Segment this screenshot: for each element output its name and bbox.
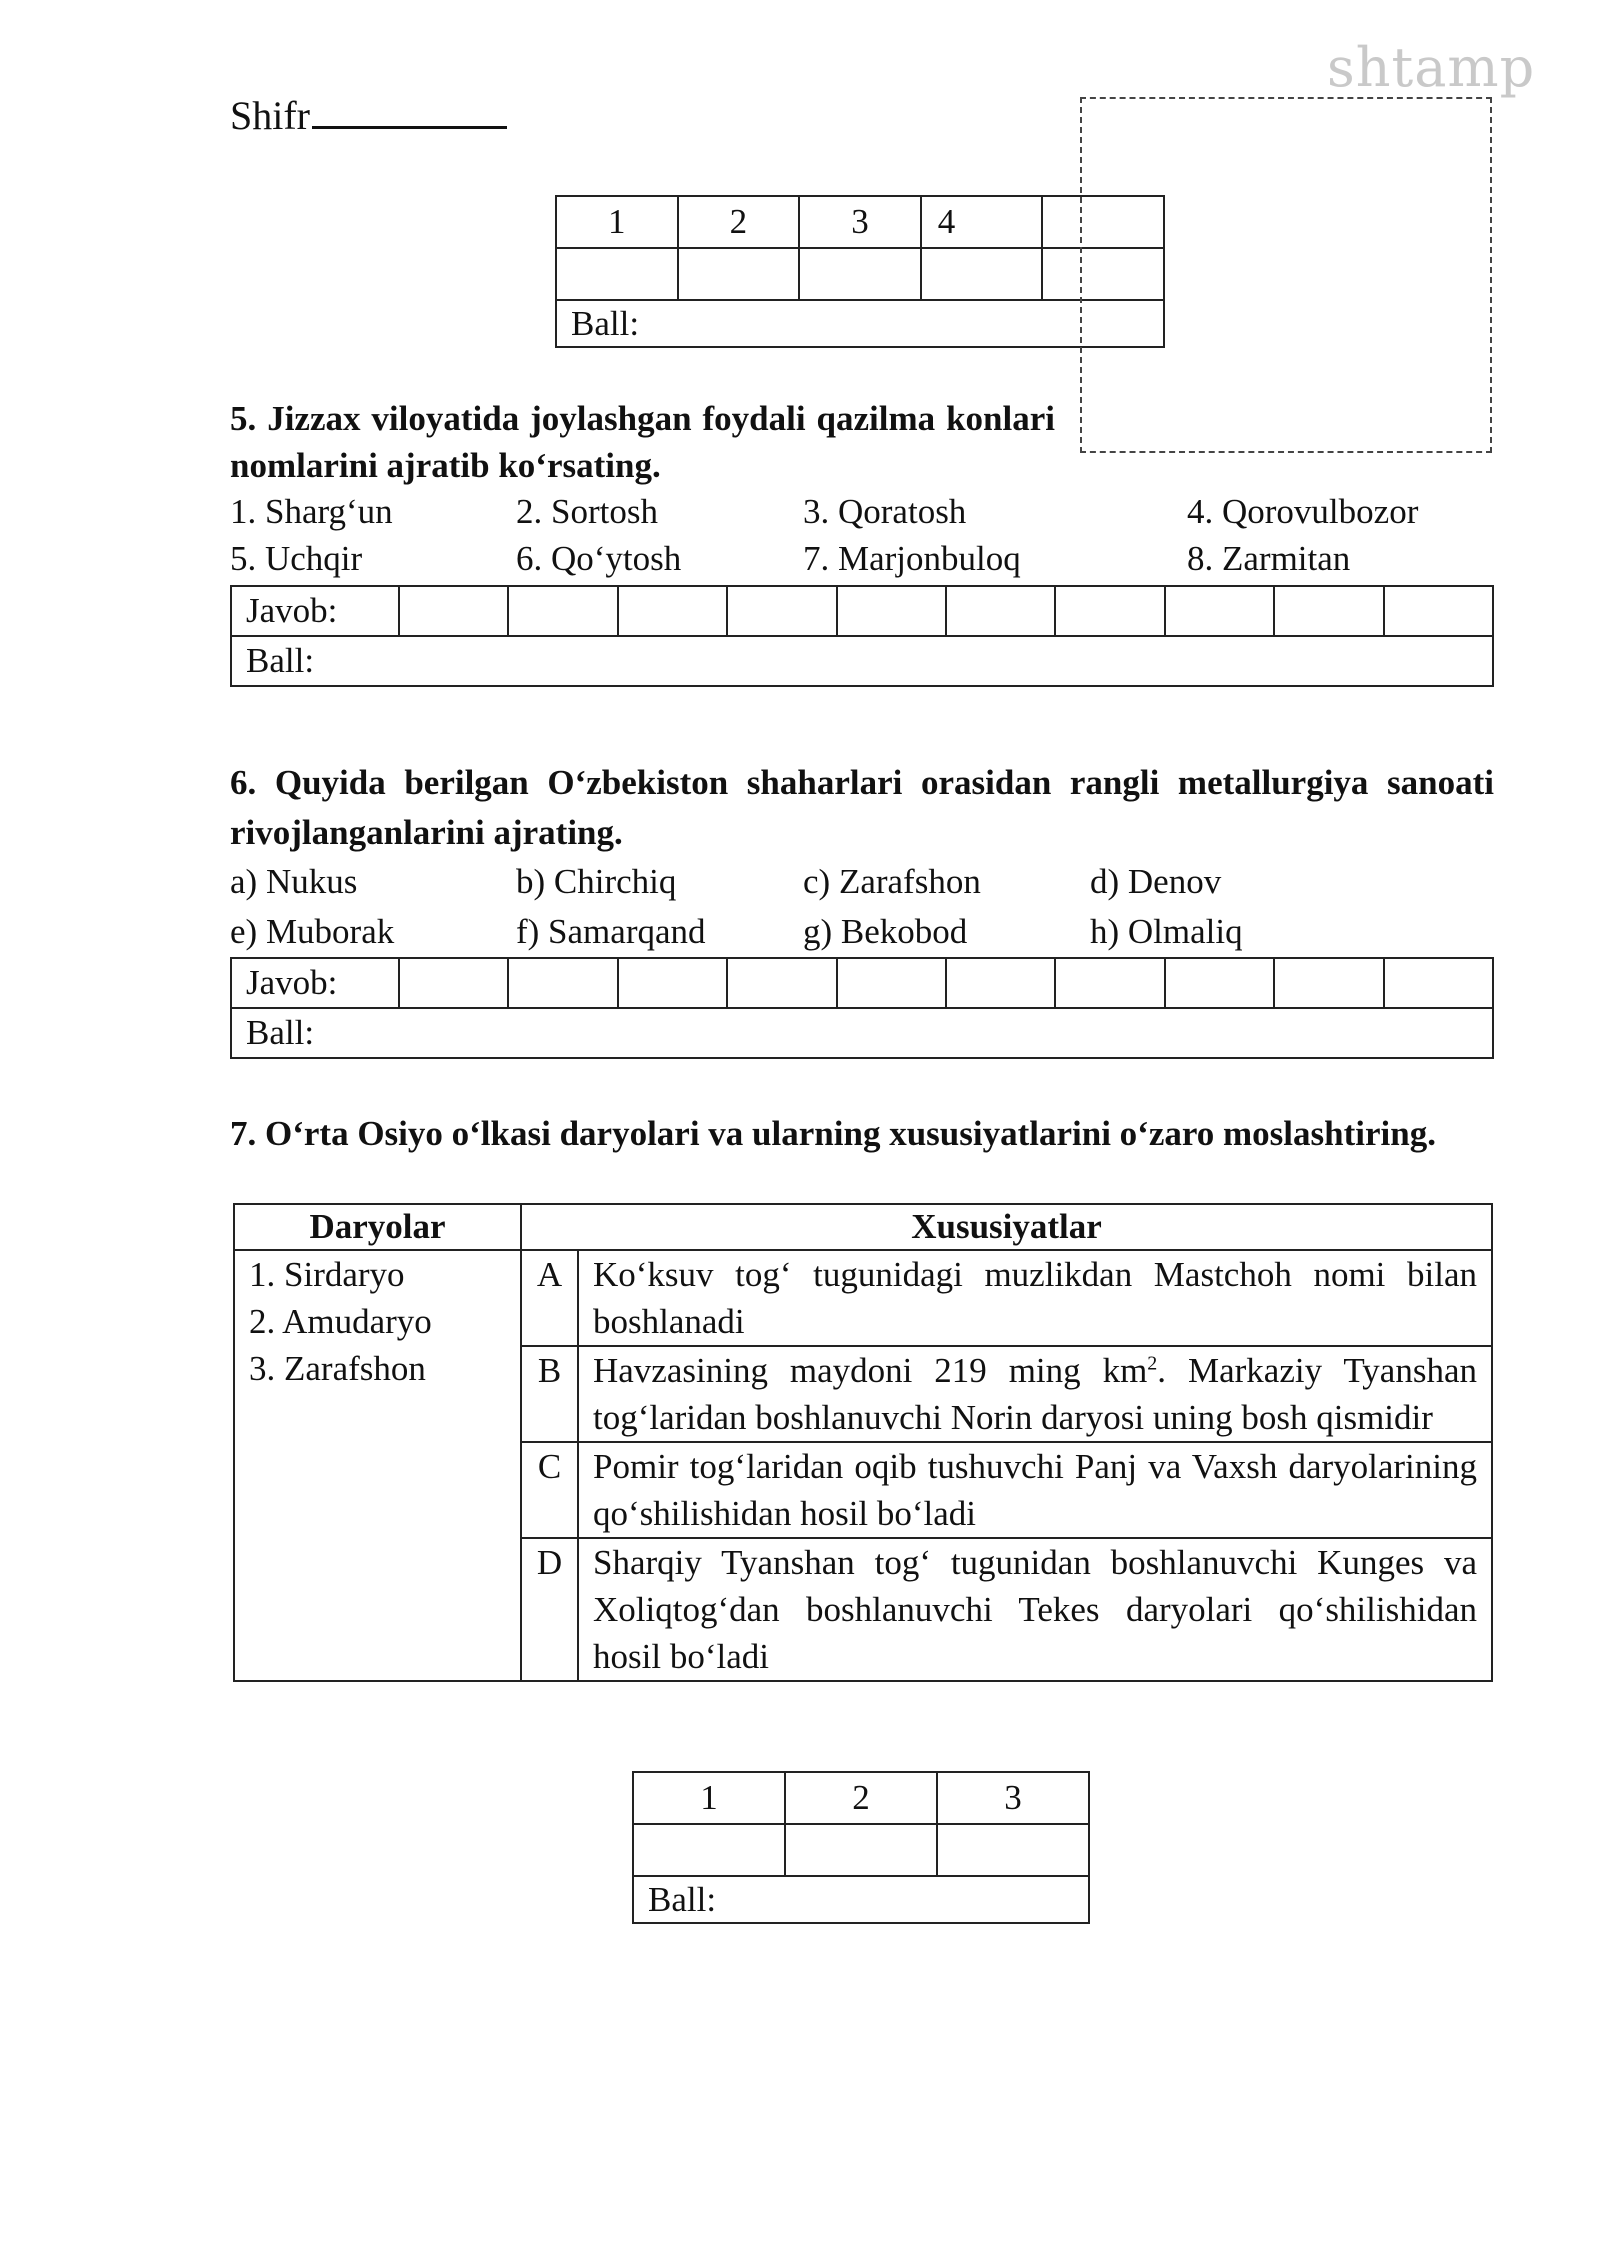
answer-cell[interactable] <box>399 958 508 1008</box>
q5-option: 6. Qo‘ytosh <box>516 539 682 578</box>
answer-cell[interactable] <box>727 958 836 1008</box>
score-cell[interactable] <box>937 1824 1089 1876</box>
watermark: shtamp <box>1327 36 1536 99</box>
answer-cell[interactable] <box>837 958 946 1008</box>
answer-cell[interactable] <box>1055 586 1164 636</box>
score-cell[interactable] <box>633 1824 785 1876</box>
ball-cell[interactable]: Ball: <box>633 1876 1089 1923</box>
q6-option: f) Samarqand <box>516 912 706 951</box>
q5-answer-table <box>230 585 1494 687</box>
q6-option: a) Nukus <box>230 862 358 901</box>
superscript: 2 <box>1147 1352 1158 1375</box>
ball-cell[interactable]: Ball: <box>231 636 1493 686</box>
q6-option: h) Olmaliq <box>1090 912 1243 951</box>
feature-text-part: Havzasining maydoni 219 ming km <box>593 1351 1148 1390</box>
answer-label: Javob: <box>231 958 399 1008</box>
answer-cell[interactable] <box>618 586 727 636</box>
feature-letter: A <box>521 1250 578 1346</box>
score-col-header: 3 <box>937 1772 1089 1824</box>
q5-option: 2. Sortosh <box>516 492 658 531</box>
answer-cell[interactable] <box>1274 958 1383 1008</box>
feature-text <box>578 1346 1492 1442</box>
q6-title: 6. Quyida berilgan O‘zbekiston shaharlari orasidan rangli metallurgiya sanoati rivojlanganlarini ajrating. <box>230 763 1494 852</box>
shifr-label: Shifr <box>230 93 310 138</box>
river-item: 2. Amudaryo <box>249 1302 432 1341</box>
feature-text-part: . Markaziy Tyanshan tog‘laridan boshlanuvchi Norin daryosi uning bosh qismidir <box>593 1351 1477 1437</box>
answer-cell[interactable] <box>1165 958 1274 1008</box>
feature-text: Sharqiy Tyanshan tog‘ tugunidan boshlanuvchi Kunges va Xoliqtog‘dan boshlanuvchi Tekes daryolari qo‘shilishidan hosil bo‘ladi <box>578 1538 1492 1681</box>
q5-option: 7. Marjonbuloq <box>803 539 1021 578</box>
answer-cell[interactable] <box>618 958 727 1008</box>
score-col-header: 3 <box>799 196 921 248</box>
river-item: 3. Zarafshon <box>249 1349 426 1388</box>
q5-option: 3. Qoratosh <box>803 492 967 531</box>
q6-option: d) Denov <box>1090 862 1222 901</box>
q5-title: 5. Jizzax viloyatida joylashgan foydali qazilma konlari nomlarini ajratib ko‘rsating. <box>230 399 1055 485</box>
answer-cell[interactable] <box>946 958 1055 1008</box>
answer-cell[interactable] <box>837 586 946 636</box>
ball-cell[interactable]: Ball: <box>556 300 1164 347</box>
score-cell[interactable] <box>556 248 678 300</box>
answer-cell[interactable] <box>399 586 508 636</box>
feature-letter: C <box>521 1442 578 1538</box>
q5-option: 8. Zarmitan <box>1187 539 1351 578</box>
answer-cell[interactable] <box>1055 958 1164 1008</box>
score-cell[interactable] <box>799 248 921 300</box>
answer-cell[interactable] <box>1274 586 1383 636</box>
q6-option: c) Zarafshon <box>803 862 981 901</box>
q5-option: 1. Sharg‘un <box>230 492 393 531</box>
q6-option: g) Bekobod <box>803 912 968 951</box>
feature-text: Pomir tog‘laridan oqib tushuvchi Panj va Vaxsh daryolarining qo‘shilishidan hosil bo‘ladi <box>578 1442 1492 1538</box>
q6-option: b) Chirchiq <box>516 862 677 901</box>
q7-matching-table <box>233 1203 1493 1682</box>
rivers-list <box>234 1250 521 1681</box>
feature-letter: B <box>521 1346 578 1442</box>
shifr-field[interactable] <box>230 92 507 139</box>
stamp-box <box>1080 97 1492 453</box>
score-cell[interactable] <box>678 248 800 300</box>
answer-label: Javob: <box>231 586 399 636</box>
answer-cell[interactable] <box>946 586 1055 636</box>
answer-cell[interactable] <box>727 586 836 636</box>
feature-text: Ko‘ksuv tog‘ tugunidagi muzlikdan Mastchoh nomi bilan boshlanadi <box>578 1250 1492 1346</box>
score-col-header: 1 <box>556 196 678 248</box>
answer-cell[interactable] <box>1165 586 1274 636</box>
answer-cell[interactable] <box>508 586 617 636</box>
score-col-header: 2 <box>785 1772 937 1824</box>
answer-cell[interactable] <box>508 958 617 1008</box>
q5-option: 5. Uchqir <box>230 539 363 578</box>
score-cell[interactable] <box>921 248 1043 300</box>
q6-option: e) Muborak <box>230 912 395 951</box>
q7-title: 7. O‘rta Osiyo o‘lkasi daryolari va ularning xususiyatlarini o‘zaro moslashtiring. <box>230 1114 1436 1153</box>
answer-cell[interactable] <box>1384 586 1493 636</box>
ball-cell[interactable]: Ball: <box>231 1008 1493 1058</box>
score-col-header: 1 <box>633 1772 785 1824</box>
shifr-blank-line[interactable] <box>312 96 507 129</box>
score-table-top <box>555 195 1165 348</box>
q5-option: 4. Qorovulbozor <box>1187 492 1419 531</box>
features-column-header: Xususiyatlar <box>521 1204 1492 1250</box>
score-col-header: 4 <box>921 196 1043 248</box>
feature-letter: D <box>521 1538 578 1681</box>
rivers-column-header: Daryolar <box>234 1204 521 1250</box>
river-item: 1. Sirdaryo <box>249 1255 405 1294</box>
score-table-bottom <box>632 1771 1090 1924</box>
q6-answer-table <box>230 957 1494 1059</box>
score-col-header: 2 <box>678 196 800 248</box>
answer-cell[interactable] <box>1384 958 1493 1008</box>
score-cell[interactable] <box>785 1824 937 1876</box>
